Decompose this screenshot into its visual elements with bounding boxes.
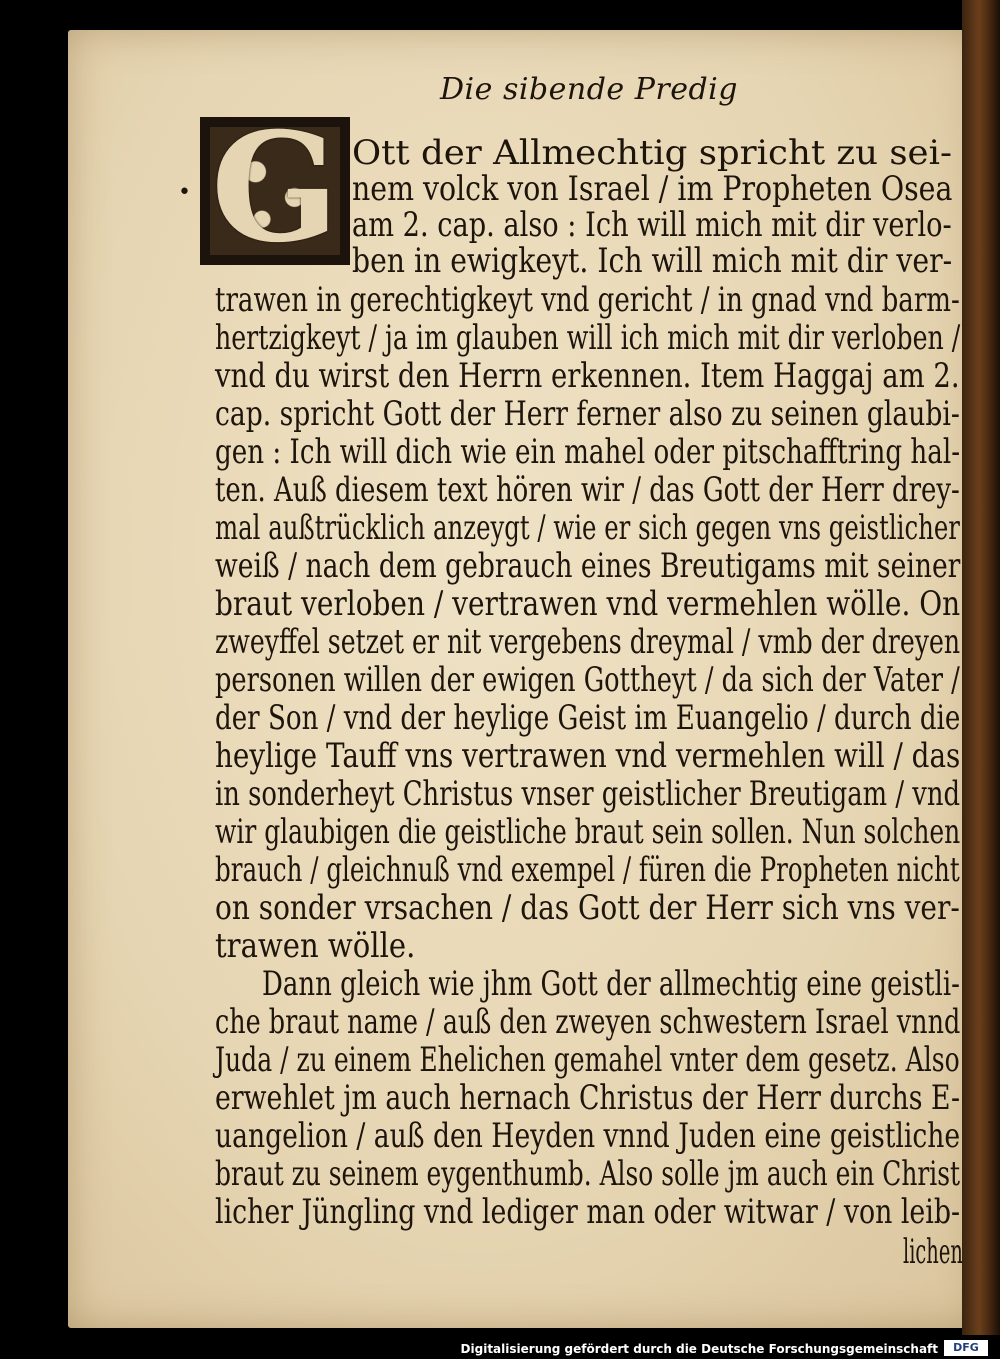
text-line: erwehlet jm auch hernach Christus der Herr durchs E- — [215, 1078, 961, 1118]
text-line: am 2. cap. also : Ich will mich mit dir verlo- — [352, 205, 952, 245]
text-line: Juda / zu einem Ehelichen gemahel vnter dem gesetz. Also — [215, 1040, 960, 1080]
page-header: Die sibende Predig — [440, 72, 738, 107]
text-line: der Son / vnd der heylige Geist im Euangelio / durch die — [215, 698, 961, 738]
text-line: Dann gleich wie jhm Gott der allmechtig eine geistli- — [262, 964, 960, 1004]
text-line: braut zu seinem eygenthumb. Also solle jm auch ein Christ — [215, 1154, 961, 1194]
text-line: ben in ewigkeyt. Ich will mich mit dir ver- — [352, 241, 953, 281]
digitization-credit: Digitalisierung gefördert durch die Deutsche Forschungsgemeinschaft — [460, 1342, 938, 1356]
text-line: heylige Tauff vns vertrawen vnd vermehlen will / das — [215, 736, 961, 776]
dfg-logo: DFG — [944, 1340, 988, 1356]
decorated-initial — [200, 100, 350, 276]
text-line: hertzigkeyt / ja im glauben will ich mich mit dir verloben / — [215, 318, 961, 358]
text-line: wir glaubigen die geistliche braut sein sollen. Nun solchen — [215, 812, 961, 852]
text-line: personen willen der ewigen Gottheyt / da sich der Vater / — [215, 660, 960, 700]
text-line: weiß / nach dem gebrauch eines Breutigams mit seiner — [215, 546, 961, 586]
text-line: cap. spricht Gott der Herr ferner also zu seinen glaubi- — [215, 394, 960, 434]
text-line: ten. Auß diesem text hören wir / das Gott der Herr drey- — [215, 470, 960, 510]
text-line: trawen wölle. — [215, 926, 416, 966]
text-line: che braut name / auß den zweyen schwestern Israel vnnd — [215, 1002, 961, 1042]
text-line: nem volck von Israel / im Propheten Osea — [352, 169, 953, 209]
text-line: braut verloben / vertrawen vnd vermehlen wölle. On — [215, 584, 961, 624]
book-binding — [962, 0, 1000, 1335]
margin-mark: • — [178, 180, 191, 205]
text-line: mal außtrücklich anzeygt / wie er sich gegen vns geistlicher — [215, 508, 960, 548]
initial-letter: G — [210, 100, 340, 276]
text-line: zweyffel setzet er nit vergebens dreymal / vmb der dreyen — [215, 622, 961, 662]
text-line: vnd du wirst den Herrn erkennen. Item Haggaj am 2. — [215, 356, 960, 396]
text-line: brauch / gleichnuß vnd exempel / füren die Propheten nicht — [215, 850, 960, 890]
text-line: uangelion / auß den Heyden vnnd Juden eine geistliche — [215, 1116, 961, 1156]
text-line: on sonder vrsachen / das Gott der Herr sich vns ver- — [215, 888, 960, 928]
text-line: lichen — [903, 1232, 963, 1272]
text-line: gen : Ich will dich wie ein mahel oder pitschafftring hal- — [215, 432, 961, 472]
text-line: Ott der Allmechtig spricht zu sei- — [352, 133, 952, 173]
text-line: in sonderheyt Christus vnser geistlicher Breutigam / vnd — [215, 774, 961, 814]
text-line: trawen in gerechtigkeyt vnd gericht / in gnad vnd barm- — [215, 280, 960, 320]
text-line: licher Jüngling vnd lediger man oder witwar / von leib- — [215, 1192, 961, 1232]
